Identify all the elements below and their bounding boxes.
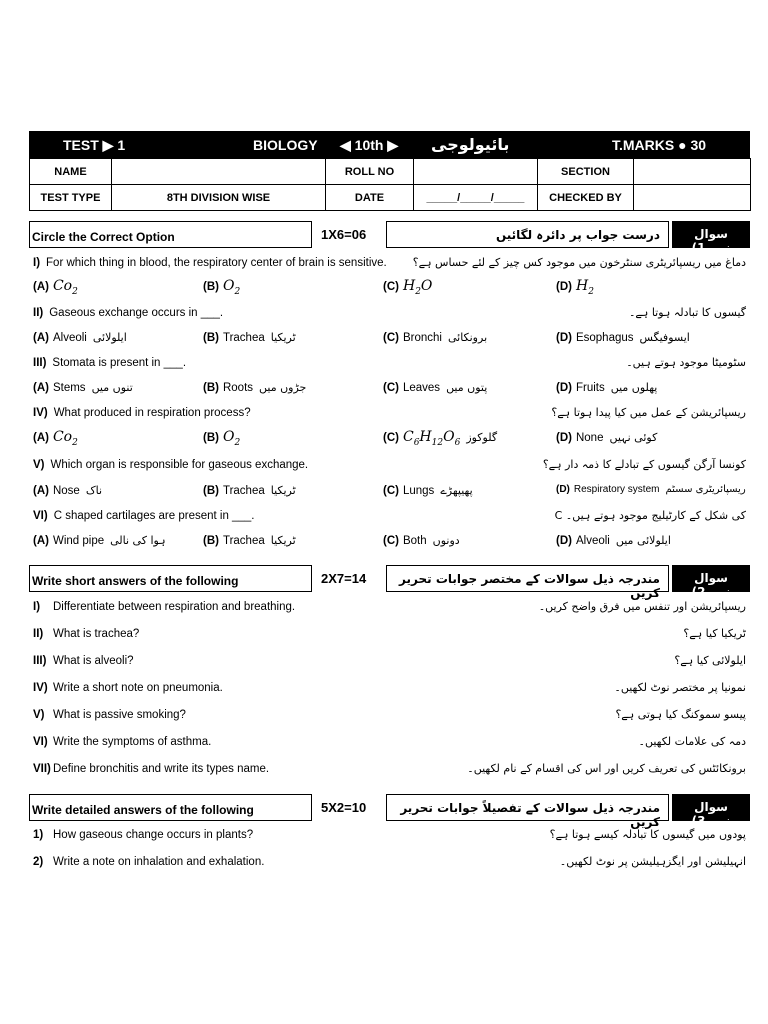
mcq-3-question: III) Stomata is present in ___. bbox=[33, 357, 187, 369]
roll-no-field[interactable] bbox=[414, 159, 538, 185]
short-question-1-urdu: ریسپائریشن اور تنفس میں فرق واضح کریں۔ bbox=[538, 600, 746, 613]
date-label: DATE bbox=[326, 185, 414, 211]
section-label: SECTION bbox=[538, 159, 634, 185]
mcq-3-option-c[interactable]: (C) Leaves پتوں میں bbox=[383, 381, 488, 394]
mcq-5-question: V) Which organ is responsible for gaseous exchange. bbox=[33, 459, 309, 471]
mcq-1-question: I) For which thing in blood, the respiratory center of brain is sensitive. bbox=[33, 257, 387, 269]
mcq-6-question-urdu: C کی شکل کے کارٹیلیج موجود ہوتے ہیں۔ bbox=[554, 509, 746, 522]
section-1-marks: 1X6=06 bbox=[321, 227, 367, 242]
section-1-urdu-box bbox=[386, 221, 669, 248]
class-label: ◀ 10th ▶ bbox=[340, 137, 399, 153]
mcq-1-option-b[interactable]: (B) $O_2$ bbox=[203, 278, 241, 297]
mcq-4-question-urdu: ریسپائریشن کے عمل میں کیا پیدا ہوتا ہے؟ bbox=[551, 406, 746, 419]
mcq-5-question-urdu: کونسا آرگن گیسوں کے تبادلے کا ذمہ دار ہے؟ bbox=[542, 458, 746, 471]
short-question-6-urdu: دمہ کی علامات لکھیں۔ bbox=[638, 735, 746, 748]
name-label: NAME bbox=[30, 159, 112, 185]
section-1-tag: سوال نمبر1) bbox=[672, 221, 750, 248]
mcq-4-question: IV) What produced in respiration process? bbox=[33, 407, 251, 419]
mcq-3-option-b[interactable]: (B) Roots جڑوں میں bbox=[203, 381, 307, 394]
subject-title: BIOLOGY bbox=[253, 137, 318, 153]
short-question-2: II) What is trachea? bbox=[33, 628, 140, 640]
mcq-4-option-d[interactable]: (D) None کوئی نہیں bbox=[556, 431, 658, 444]
mcq-4-option-a[interactable]: (A) $Co_2$ bbox=[33, 429, 78, 448]
test-type-label: TEST TYPE bbox=[30, 185, 112, 211]
section-2-title-box bbox=[29, 565, 312, 592]
section-1-title: Circle the Correct Option bbox=[32, 230, 175, 244]
long-question-1-urdu: پودوں میں گیسوں کا تبادلہ کیسے ہوتا ہے؟ bbox=[549, 828, 746, 841]
short-question-7: VII) Define bronchitis and write its types name. bbox=[33, 763, 270, 775]
section-3-title-urdu: مندرجہ ذیل سوالات کے تفصیلاً جوابات تحریر کریں bbox=[400, 801, 660, 829]
section-3-marks: 5X2=10 bbox=[321, 800, 367, 815]
mcq-1-option-c[interactable]: (C) $H_2O$ bbox=[383, 278, 433, 297]
long-question-2-urdu: انہیلیشن اور ایگزہیلیشن پر نوٹ لکھیں۔ bbox=[559, 855, 746, 868]
long-question-2: 2) Write a note on inhalation and exhalation. bbox=[33, 856, 265, 868]
test-type-value: 8TH DIVISION WISE bbox=[112, 185, 326, 211]
section-1-title-box bbox=[29, 221, 312, 248]
section-2-urdu-box bbox=[386, 565, 669, 600]
mcq-2-option-c[interactable]: (C) Bronchi برونکائی bbox=[383, 331, 488, 344]
mcq-6-option-d[interactable]: (D) Alveoli ایلولائی میں bbox=[556, 534, 671, 547]
section-2-tag: سوال نمبر2) bbox=[672, 565, 750, 592]
mcq-6-option-b[interactable]: (B) Trachea ٹریکیا bbox=[203, 534, 296, 547]
short-question-5: V) What is passive smoking? bbox=[33, 709, 186, 721]
mcq-3-option-a[interactable]: (A) Stems تنوں میں bbox=[33, 381, 133, 394]
mcq-2-option-d[interactable]: (D) Esophagus ایسوفیگس bbox=[556, 331, 690, 344]
total-marks: T.MARKS ● 30 bbox=[612, 137, 707, 153]
mcq-6-question: VI) C shaped cartilages are present in ___. bbox=[33, 510, 255, 522]
name-field[interactable] bbox=[112, 159, 326, 185]
mcq-2-question: II) Gaseous exchange occurs in ___. bbox=[33, 307, 224, 319]
short-question-4: IV) Write a short note on pneumonia. bbox=[33, 682, 223, 694]
subject-title-urdu: بائیولوجی bbox=[431, 135, 510, 154]
mcq-4-option-c[interactable]: (C) $C_6H_{12}O_6$ گلوکوز bbox=[383, 429, 498, 448]
mcq-5-option-d[interactable]: (D) Respiratory system ریسپائریٹری سسٹم bbox=[556, 484, 746, 495]
section-3-title: Write detailed answers of the following bbox=[32, 803, 254, 817]
student-info-table bbox=[29, 158, 751, 211]
short-question-7-urdu: برونکائٹس کی تعریف کریں اور اس کی اقسام کے نام لکھیں۔ bbox=[467, 762, 746, 775]
section-3-title-box bbox=[29, 794, 312, 821]
mcq-2-option-a[interactable]: (A) Alveoli ایلولائی bbox=[33, 331, 127, 344]
mcq-3-option-d[interactable]: (D) Fruits پھلوں میں bbox=[556, 381, 658, 394]
mcq-5-option-a[interactable]: (A) Nose ناک bbox=[33, 484, 103, 497]
section-2-title-urdu: مندرجہ ذیل سوالات کے مختصر جوابات تحریر کریں bbox=[399, 572, 660, 600]
header-bar bbox=[29, 131, 750, 158]
mcq-5-option-b[interactable]: (B) Trachea ٹریکیا bbox=[203, 484, 296, 497]
long-question-1: 1) How gaseous change occurs in plants? bbox=[33, 829, 254, 841]
short-question-5-urdu: پیسو سموکنگ کیا ہوتی ہے؟ bbox=[615, 708, 746, 721]
short-question-3-urdu: ایلولائی کیا ہے؟ bbox=[674, 654, 746, 667]
checked-by-label: CHECKED BY bbox=[538, 185, 634, 211]
short-question-6: VI) Write the symptoms of asthma. bbox=[33, 736, 212, 748]
short-question-1: I) Differentiate between respiration and breathing. bbox=[33, 601, 296, 613]
section-2-marks: 2X7=14 bbox=[321, 571, 367, 586]
section-field[interactable] bbox=[634, 159, 751, 185]
section-3-tag: سوال نمبر3) bbox=[672, 794, 750, 821]
checked-by-field[interactable] bbox=[634, 185, 751, 211]
short-question-4-urdu: نمونیا پر مختصر نوٹ لکھیں۔ bbox=[614, 681, 746, 694]
test-number: TEST ▶ 1 bbox=[63, 137, 126, 153]
mcq-3-question-urdu: سٹومیٹا موجود ہوتے ہیں۔ bbox=[626, 356, 746, 369]
mcq-1-option-a[interactable]: (A) $Co_2$ bbox=[33, 278, 78, 297]
mcq-6-option-a[interactable]: (A) Wind pipe ہوا کی نالی bbox=[33, 534, 166, 547]
date-field[interactable]: _____/_____/_____ bbox=[414, 185, 538, 211]
section-1-title-urdu: درست جواب پر دائرہ لگائیں bbox=[495, 228, 660, 242]
mcq-2-question-urdu: گیسوں کا تبادلہ ہوتا ہے۔ bbox=[628, 306, 746, 319]
short-question-3: III) What is alveoli? bbox=[33, 655, 134, 667]
section-2-title: Write short answers of the following bbox=[32, 574, 239, 588]
mcq-2-option-b[interactable]: (B) Trachea ٹریکیا bbox=[203, 331, 296, 344]
mcq-1-question-urdu: دماغ میں ریسپائریٹری سنٹرخون میں موجود کس چیز کے لئے حساس ہے؟ bbox=[412, 256, 746, 269]
mcq-1-option-d[interactable]: (D) $H_2$ bbox=[556, 278, 594, 297]
roll-no-label: ROLL NO bbox=[326, 159, 414, 185]
mcq-4-option-b[interactable]: (B) $O_2$ bbox=[203, 429, 241, 448]
section-3-urdu-box bbox=[386, 794, 669, 829]
mcq-6-option-c[interactable]: (C) Both دونوں bbox=[383, 534, 460, 547]
short-question-2-urdu: ٹریکیا کیا ہے؟ bbox=[683, 627, 746, 640]
mcq-5-option-c[interactable]: (C) Lungs پھیپھڑے bbox=[383, 484, 473, 497]
